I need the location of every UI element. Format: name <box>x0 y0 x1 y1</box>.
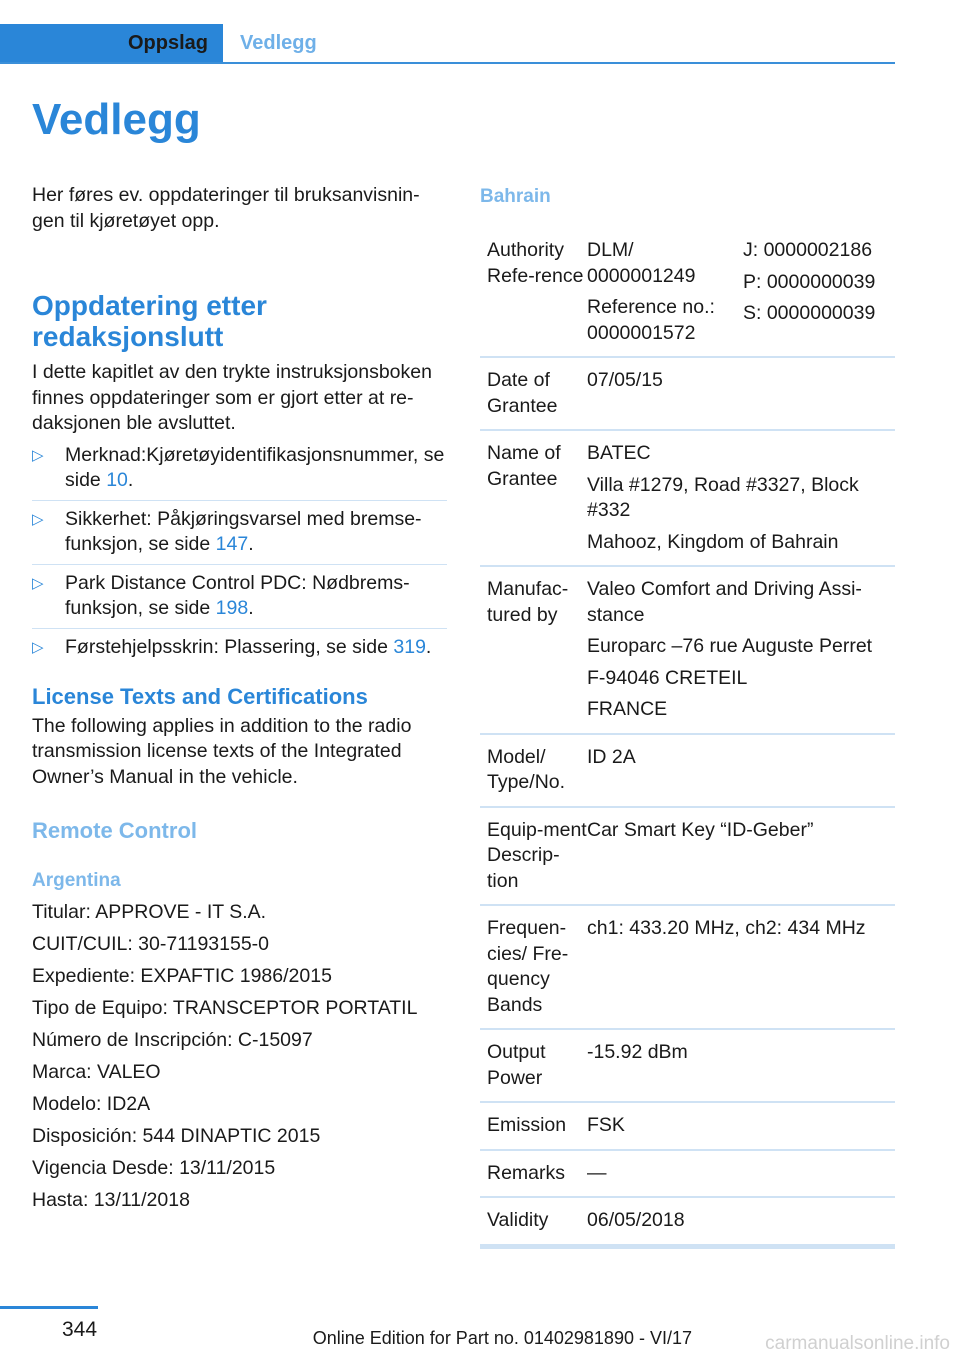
triangle-bullet-icon: ▷ <box>32 574 44 592</box>
tab-oppslag-label[interactable]: Oppslag <box>128 32 209 54</box>
table-value <box>587 368 895 419</box>
table-value-line: ID 2A <box>587 745 636 768</box>
triangle-bullet-icon: ▷ <box>32 638 44 656</box>
watermark: carmanualsonline.info <box>765 1333 950 1354</box>
list-item-text: Park Distance Control PDC: Nødbrems-funksjon, se side <box>65 571 410 619</box>
table-label: Authority Refe-rence <box>487 239 584 287</box>
country-heading-bahrain: Bahrain <box>480 186 551 207</box>
page-title: Vedlegg <box>32 95 201 144</box>
table-value-line: S: 0000000039 <box>743 302 876 324</box>
table-value-line: 07/05/15 <box>587 369 663 391</box>
table-value <box>743 238 895 346</box>
table-label: Name of Grantee <box>487 442 561 490</box>
list-item: ▷ Sikkerhet: Påkjøringsvarsel med bremse-funksjon, se side 147. <box>32 507 447 565</box>
section-update-text: I dette kapitlet av den trykte instruksjonsboken finnes oppdateringer som er gjort etter at re-daksjonen ble avsluttet. <box>32 361 432 434</box>
table-value-line: Europarc –76 rue Auguste Perret <box>587 635 873 657</box>
page-link[interactable]: 319 <box>393 635 426 658</box>
list-item: Modelo: ID2A <box>32 1093 151 1115</box>
list-item: ▷ Park Distance Control PDC: Nødbrems-funksjon, se side 198. <box>32 571 447 629</box>
table-value <box>587 916 895 1018</box>
table-value-line: BATEC <box>587 442 651 464</box>
table-value-line: Mahooz, Kingdom of Bahrain <box>587 530 839 553</box>
list-item-text: Merknad:Kjøretøyidentifikasjonsnummer, se side <box>65 443 445 491</box>
bahrain-table <box>480 228 895 1249</box>
table-label: Validity <box>487 1209 549 1231</box>
table-value-line: F-94046 CRETEIL <box>587 666 748 689</box>
list-item: ▷ Merknad:Kjøretøyidentifikasjonsnummer, se side 10. <box>32 443 447 501</box>
table-row <box>480 906 895 1030</box>
table-row <box>480 808 895 907</box>
table-value-line: DLM/ 0000001249 <box>587 239 696 287</box>
table-row <box>480 431 895 567</box>
table-value <box>587 1161 895 1187</box>
argentina-list <box>32 896 447 1216</box>
list-item: Tipo de Equipo: TRANSCEPTOR PORTATIL <box>32 997 418 1019</box>
section-heading-remote: Remote Control <box>32 818 197 843</box>
table-value <box>587 441 895 555</box>
list-item: Número de Inscripción: C-15097 <box>32 1029 313 1051</box>
country-heading-argentina: Argentina <box>32 869 121 891</box>
table-value <box>587 238 743 346</box>
table-row <box>480 358 895 431</box>
table-row <box>480 1198 895 1249</box>
table-value-line: P: 0000000039 <box>743 270 876 293</box>
table-row <box>480 567 895 735</box>
table-value-line: J: 0000002186 <box>743 239 873 261</box>
table-value-line: Reference no.: 0000001572 <box>587 296 715 344</box>
table-label: Equip-ment Descrip-tion <box>487 818 587 892</box>
table-row <box>480 735 895 808</box>
table-label: Model/ Type/No. <box>487 745 566 793</box>
table-label: Date of Grantee <box>487 369 558 417</box>
table-row <box>480 1151 895 1199</box>
page-link[interactable]: 198 <box>215 597 249 619</box>
license-text: The following applies in addition to the radio transmission license texts of the Integrated Owner’s Manual in the vehicle. <box>32 714 412 788</box>
table-value-line: FSK <box>587 1114 625 1136</box>
list-item-text: Sikkerhet: Påkjøringsvarsel med bremse-funksjon, se side <box>65 507 422 555</box>
table-label: Manufac-tured by <box>487 578 569 626</box>
table-value <box>587 577 895 723</box>
table-label: Emission <box>487 1114 567 1136</box>
table-value-line: 06/05/2018 <box>587 1209 685 1231</box>
edition-text: Online Edition for Part no. 01402981890 - VI/17 <box>312 1328 692 1348</box>
table-label: Frequen-cies/ Fre-quency Bands <box>487 917 569 1016</box>
table-value-line: Villa #1279, Road #3327, Block #332 <box>587 473 859 521</box>
table-label: Remarks <box>487 1161 566 1184</box>
triangle-bullet-icon: ▷ <box>32 446 44 464</box>
tab-bar <box>0 24 895 64</box>
list-item: Expediente: EXPAFTIC 1986/2015 <box>32 965 332 987</box>
table-row <box>480 1103 895 1151</box>
section-heading-license: License Texts and Certifications <box>32 684 368 709</box>
table-value-line: Car Smart Key “ID-Geber” <box>587 818 814 841</box>
list-item: Disposición: 544 DINAPTIC 2015 <box>32 1125 321 1147</box>
table-rows <box>480 358 895 1249</box>
table-value-line: ch1: 433.20 MHz, ch2: 434 MHz <box>587 917 866 939</box>
intro-text: Her føres ev. oppdateringer til bruksanvisnin-gen til kjøretøyet opp. <box>32 184 420 232</box>
tab-vedlegg-label[interactable]: Vedlegg <box>240 32 317 54</box>
table-value-line: FRANCE <box>587 698 668 720</box>
triangle-bullet-icon: ▷ <box>32 510 44 528</box>
page-link[interactable]: 147 <box>215 533 249 555</box>
list-item: Hasta: 13/11/2018 <box>32 1189 190 1211</box>
table-value <box>587 1040 895 1091</box>
list-item: ▷ Førstehjelpsskrin: Plassering, se side 319. <box>32 635 447 667</box>
table-value <box>587 818 895 895</box>
table-value <box>587 1113 895 1139</box>
list-item: CUIT/CUIL: 30-71193155-0 <box>32 933 270 955</box>
page-link[interactable]: 10 <box>106 469 128 491</box>
list-item: Titular: APPROVE - IT S.A. <box>32 901 267 923</box>
table-label: Output Power <box>487 1041 546 1089</box>
list-item-text: Førstehjelpsskrin: Plassering, se side <box>65 635 394 658</box>
left-column <box>32 180 447 1216</box>
table-value-line: Valeo Comfort and Driving Assi-stance <box>587 578 862 626</box>
table-value-line: -15.92 dBm <box>587 1041 688 1063</box>
update-list <box>32 443 447 667</box>
list-item: Marca: VALEO <box>32 1061 161 1083</box>
footer-rule <box>0 1306 98 1309</box>
table-row <box>480 1030 895 1103</box>
table-value-line: — <box>587 1161 607 1184</box>
page-number: 344 <box>62 1318 98 1341</box>
table-row <box>480 228 895 358</box>
list-item: Vigencia Desde: 13/11/2015 <box>32 1157 276 1179</box>
table-value <box>587 1208 895 1234</box>
section-heading-update: Oppdatering etter redaksjonslutt <box>32 290 267 352</box>
table-value <box>587 745 895 796</box>
